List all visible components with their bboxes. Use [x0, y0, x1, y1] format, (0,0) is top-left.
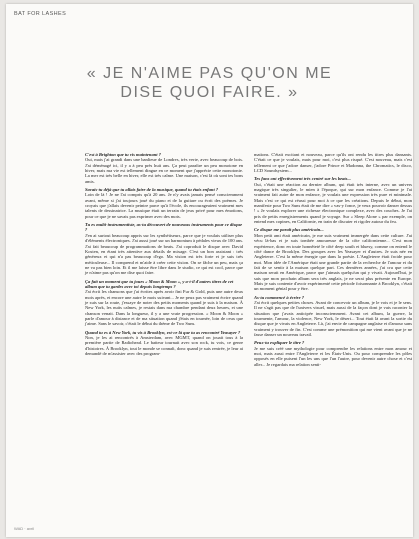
interview-answer: J'ai écrit quelques petites choses. Avant de concevoir un album, je le vois et je le sens. Il ne s'agit pas que de l'univers visuel, mais aussi de la façon dont je vais raconter la situation que j'avais anticipée inconsciemment. Avant cet album, la guerre, la tourmente, l'amour, la violence, New York, le désert... Tout était là avant la sortie du disque que je vivais en Angleterre. Là, j'ai envie de campagne anglaise et d'amour sans vraiment y trouver de fin. C'est comme une prémonition qui me vient avant que je ne fasse danser un nouveau travail.: [254, 299, 412, 337]
qa-block: [254, 295, 412, 338]
interview-question: Peux-tu expliquer le titre ?: [254, 340, 305, 346]
pull-quote-line-2: DISE QUOI FAIRE. »: [120, 84, 299, 101]
interview-question: Quand tu es à New York, tu vis à Brooklyn, est-ce là que tu as rencontré Yeasayer ?: [85, 329, 241, 335]
interview-question: Savais-tu déjà que tu allais faire de la musique, quand tu étais enfant ?: [85, 187, 219, 193]
right-column: [254, 152, 412, 370]
pull-quote: [6, 64, 413, 102]
interview-question: Tu es multi-instrumentiste, as-tu découvert de nouveaux instruments pour ce disque ?: [85, 222, 243, 233]
qa-block: [254, 227, 412, 291]
pull-quote-line-1: « JE N'AIME PAS QU'ON ME: [86, 65, 333, 82]
interview-answer: Je me suis créé une mythologie pour comprendre les relations entre mon amour et moi, mais aussi entre l'Angleterre et les États-Unis. Ou pour comprendre les pôles opposés en elle puisent l'un les uns que l'un l'autre, pour devenir autre chose et c'est aller... Je regardais ma relation senti-: [254, 345, 412, 367]
qa-block: [85, 187, 243, 219]
qa-block: [85, 330, 243, 357]
qa-block: [254, 340, 412, 367]
interview-answer: Oui, c'était une réaction au dernier album, qui était très interne, avec un univers magique très singulier, le mien à l'époque, qui sur mon enfance. Comme je l'ai vraiment fait autre de mon enfance, je voulais une expression très pure et minimale. Mais c'est ce qui est réussi pour moi à ce que les créations. Depuis le début, mon manifeste pour Two Suns était de me dire « vas-y fonce, je veux pouvoir danser dessus ! » Je voulais explorer une richesse électronique complexe, avec des couches. Je l'ai pris de petits enregistrements quand je voyage. Sur « Sleep Alone » par exemple, on entend mes copines, en Californie, en train de discuter et rigoler autour du feu.: [254, 181, 412, 225]
interview-question: As-tu commencé à écrire ?: [254, 294, 305, 300]
magazine-page: [6, 4, 413, 537]
interview-question: C'est à Brighton que tu vis maintenant ?: [85, 152, 161, 157]
qa-block: [254, 152, 412, 173]
left-column: [85, 152, 243, 359]
interview-answer: J'ai écrit les chansons que j'ai écrites après avoir fini Fur & Gold, puis une autre deux mois après, et encore une autre le mois suivant... Je ne peux pas vraiment écrire quand je suis sur la route, j'essaye de noter des petits moments quand je suis à la maison. À New York, les nuits calmes, je restais dans ma chambre pendant deux heures, et une chanson venait. Dans la longueur, il y a une vraie progression. « Moon & Moon » parle d'amour à distance et de ma situation quand j'étais en tournée, loin de ceux que j'aime. Sans le savoir, c'était le début du thème de Two Suns.: [85, 289, 243, 327]
page-footer: WAD · avril: [14, 526, 35, 531]
interview-answer: Mon petit ami était américain, je me suis vraiment immergée dans cette culture. J'ai vécu là-bas et je suis tombée amoureuse de la côte californienne... C'est mon expérience, donc en toute honnêteté le côté deep south et bluesy, comme on entend le côté dance de Brooklyn. Des groupes avec les Yeasayer et d'autres. Je suis née en Angleterre. C'est la même énergie que dans la poésie. L'Angleterre était froide pour moi. Mon idée de l'Amérique était une grande partie de la recherche de l'amour et du fait de se sentir à la maison quelque part. Ces dernières années, j'ai cru que cette maison serait en Amérique, parce que j'aimais quelqu'un qui y vivait. Aujourd'hui, je sais que mon prochain album sera très anglais, je ne serai plus présente en Europe. Mais je suis contente d'avoir expérimenté cette période foisonnante à Brooklyn, c'était un moment génial pour y être.: [254, 232, 412, 292]
interview-answer: Loin de là ! Je ne l'ai compris qu'à 20 ans. Je n'y avais jamais pensé consciemment avant, même si j'ai toujours joué du piano et de la guitare ou écrit des poèmes. Je croyais que j'allais devenir peintre parce qu'à l'école, ils encourageaient vraiment mes talents de dessinatrice. La musique était un terrain de jeux privé pour mes émotions, pour ce que je ne savais pas exprimer avec des mots.: [85, 192, 243, 219]
interview-question: Ce disque me paraît plus américain...: [254, 227, 324, 233]
interview-answer: mations. C'était excitant et nouveau, parce qu'ils ont rendu les titres plus dansants. C'était ce que je voulais, mais pour moi, c'est plus risqué. C'est nouveau, mais c'est tellement ce que j'adore danser, j'adore Prince et Madonna, the Chromatics, le disco, LCD Soundsystem...: [254, 152, 412, 174]
qa-block: [254, 176, 412, 224]
qa-block: [85, 279, 243, 327]
interview-question: Tes fans ont effectivement très centré sur les beats...: [254, 176, 351, 182]
interview-question: Ça fait un moment que tu joues « Moon & Moon », y a-t-il d'autres titres de cet album que tu gardes avec toi depuis longtemps ?: [85, 278, 234, 289]
interview-answer: Oui, mais j'ai grandi dans une banlieue de Londres, très verte, avec beaucoup de bois. J'ai déménagé ici, il y a à peu près huit ans. Ça peut paraître un peu monotone en hiver, mais ma vie est tellement dingue en ce moment que j'apprécie cette monotonie. La mer est très belle en hiver, elle est très calme. Une maison, c'est là où sont tes bons amis.: [85, 157, 243, 184]
qa-block: [85, 222, 243, 275]
section-header: BAT FOR LASHES: [14, 11, 67, 17]
interview-answer: Non, je les ai rencontrés à Amsterdam, avec MGMT, quand on jouait tous à la première partie de Radiohead. Le batteur tournait avec son rock, tu vois, ce genre d'histoires. À Brooklyn, tout le monde se connaît, donc quand je suis rentrée, je leur ai demandé de m'assister avec des program-: [85, 335, 243, 357]
qa-block: [85, 152, 243, 184]
interview-answer: J'en ai surtout beaucoup appris sur les synthétiseurs, parce que je voulais utiliser plus d'éléments électroniques. J'ai aussi joué sur un harmonium à pédales vieux de 100 ans. J'ai fait beaucoup de programmations de beats. J'ai coproduit le disque avec David Kosten, en étant très attentive aux détails de mixage. C'est un bon assistant : très généreux et qui n'a pas beaucoup d'ego. Ma vision est très forte et je suis très méticuleuse... Il comprend et m'aide à créer cette vision. On se fâche un peu, mais ça ne va pas bien loin. Et il me laisse être libre dans le studio, ce qui est cool, parce que je n'aime pas qu'on me dise quoi faire.: [85, 232, 243, 276]
